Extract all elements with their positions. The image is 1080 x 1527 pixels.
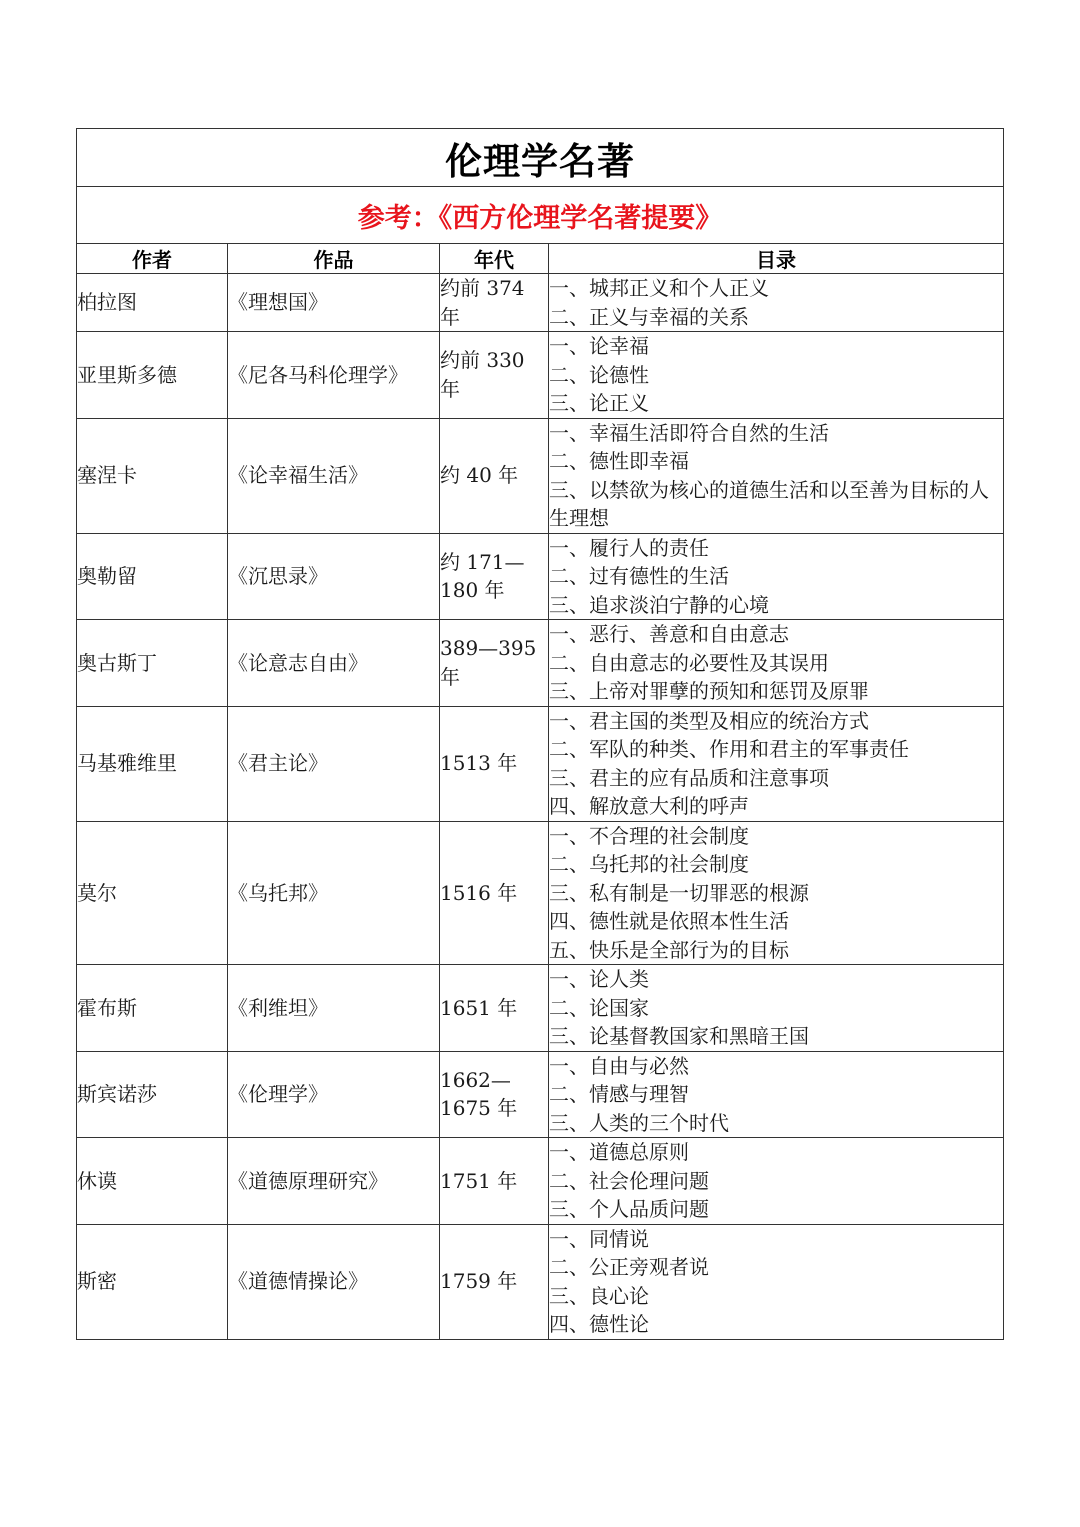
toc-cell [549, 1224, 1004, 1339]
toc-item: 一、道德总原则 [549, 1140, 689, 1164]
era-cell: 1651 年 [440, 965, 549, 1052]
toc-cell [549, 418, 1004, 533]
author-cell: 斯密 [77, 1224, 228, 1339]
work-cell: 《沉思录》 [228, 533, 440, 620]
toc-item: 三、以禁欲为核心的道德生活和以至善为目标的人生理想 [549, 477, 989, 530]
toc-item: 四、德性就是依照本性生活 [549, 909, 789, 933]
toc-item: 二、自由意志的必要性及其误用 [549, 650, 829, 675]
header-author: 作者 [77, 244, 228, 274]
author-cell: 休谟 [77, 1138, 228, 1225]
toc-cell [549, 965, 1004, 1052]
work-cell: 《道德情操论》 [228, 1224, 440, 1339]
work-cell: 《乌托邦》 [228, 821, 440, 965]
toc-item: 二、军队的种类、作用和君主的军事责任 [549, 737, 909, 761]
toc-item: 三、上帝对罪孽的预知和惩罚及原罪 [549, 679, 869, 703]
work-cell: 《论意志自由》 [228, 620, 440, 707]
table-row [77, 965, 1004, 1052]
toc-cell [549, 1051, 1004, 1138]
toc-item: 三、论正义 [549, 391, 649, 415]
era-cell: 389—395 年 [440, 620, 549, 707]
table-row [77, 706, 1004, 821]
table-row [77, 1138, 1004, 1225]
toc-item: 二、乌托邦的社会制度 [549, 852, 749, 876]
toc-item: 五、快乐是全部行为的目标 [549, 937, 789, 962]
era-cell: 约前 374 年 [440, 274, 549, 332]
toc-item: 三、个人品质问题 [549, 1197, 709, 1221]
era-cell: 约 40 年 [440, 418, 549, 533]
toc-item: 二、正义与幸福的关系 [549, 304, 749, 329]
toc-item: 三、私有制是一切罪恶的根源 [549, 880, 809, 905]
work-cell: 《论幸福生活》 [228, 418, 440, 533]
toc-item: 二、社会伦理问题 [549, 1168, 709, 1193]
toc-item: 一、同情说 [549, 1226, 649, 1251]
toc-item: 四、德性论 [549, 1312, 649, 1336]
era-cell: 1513 年 [440, 706, 549, 821]
toc-item: 一、履行人的责任 [549, 535, 709, 560]
table-row [77, 821, 1004, 965]
work-cell: 《利维坦》 [228, 965, 440, 1052]
era-cell: 约前 330 年 [440, 332, 549, 419]
toc-cell [549, 706, 1004, 821]
table-row [77, 332, 1004, 419]
toc-item: 三、君主的应有品质和注意事项 [549, 765, 829, 790]
author-cell: 亚里斯多德 [77, 332, 228, 419]
toc-cell [549, 1138, 1004, 1225]
toc-cell [549, 274, 1004, 332]
table-row [77, 533, 1004, 620]
toc-item: 一、论人类 [549, 967, 649, 991]
table-row [77, 274, 1004, 332]
header-era: 年代 [440, 244, 549, 274]
toc-cell [549, 821, 1004, 965]
toc-cell [549, 620, 1004, 707]
author-cell: 奥勒留 [77, 533, 228, 620]
author-cell: 柏拉图 [77, 274, 228, 332]
toc-item: 一、恶行、善意和自由意志 [549, 622, 789, 646]
table-row [77, 1051, 1004, 1138]
era-cell: 约 171—180 年 [440, 533, 549, 620]
work-cell: 《君主论》 [228, 706, 440, 821]
author-cell: 奥古斯丁 [77, 620, 228, 707]
toc-item: 二、过有德性的生活 [549, 564, 729, 588]
work-cell: 《伦理学》 [228, 1051, 440, 1138]
toc-item: 二、德性即幸福 [549, 449, 689, 473]
table-row [77, 418, 1004, 533]
header-row [77, 244, 1004, 274]
toc-item: 三、人类的三个时代 [549, 1110, 729, 1135]
toc-item: 三、追求淡泊宁静的心境 [549, 592, 769, 617]
page-title: 伦理学名著 [77, 129, 1004, 187]
work-cell: 《道德原理研究》 [228, 1138, 440, 1225]
toc-item: 三、论基督教国家和黑暗王国 [549, 1024, 809, 1048]
toc-item: 二、公正旁观者说 [549, 1255, 709, 1279]
toc-item: 一、城邦正义和个人正义 [549, 276, 769, 300]
toc-cell [549, 533, 1004, 620]
era-cell: 1516 年 [440, 821, 549, 965]
toc-item: 一、不合理的社会制度 [549, 823, 749, 848]
toc-item: 二、情感与理智 [549, 1082, 689, 1106]
toc-item: 一、幸福生活即符合自然的生活 [549, 420, 829, 445]
toc-item: 一、自由与必然 [549, 1053, 689, 1078]
author-cell: 塞涅卡 [77, 418, 228, 533]
work-cell: 《理想国》 [228, 274, 440, 332]
header-work: 作品 [228, 244, 440, 274]
toc-item: 二、论国家 [549, 995, 649, 1020]
author-cell: 莫尔 [77, 821, 228, 965]
era-cell: 1751 年 [440, 1138, 549, 1225]
header-toc: 目录 [549, 244, 1004, 274]
toc-item: 四、解放意大利的呼声 [549, 794, 749, 818]
toc-cell [549, 332, 1004, 419]
table-row [77, 1224, 1004, 1339]
table-row [77, 620, 1004, 707]
era-cell: 1759 年 [440, 1224, 549, 1339]
toc-item: 二、论德性 [549, 362, 649, 387]
toc-item: 三、良心论 [549, 1283, 649, 1308]
author-cell: 霍布斯 [77, 965, 228, 1052]
ethics-classics-table [76, 128, 1004, 1340]
work-cell: 《尼各马科伦理学》 [228, 332, 440, 419]
author-cell: 斯宾诺莎 [77, 1051, 228, 1138]
reference-line: 参考：《西方伦理学名著提要》 [77, 187, 1004, 244]
author-cell: 马基雅维里 [77, 706, 228, 821]
toc-item: 一、君主国的类型及相应的统治方式 [549, 708, 869, 733]
toc-item: 一、论幸福 [549, 334, 649, 358]
era-cell: 1662—1675 年 [440, 1051, 549, 1138]
